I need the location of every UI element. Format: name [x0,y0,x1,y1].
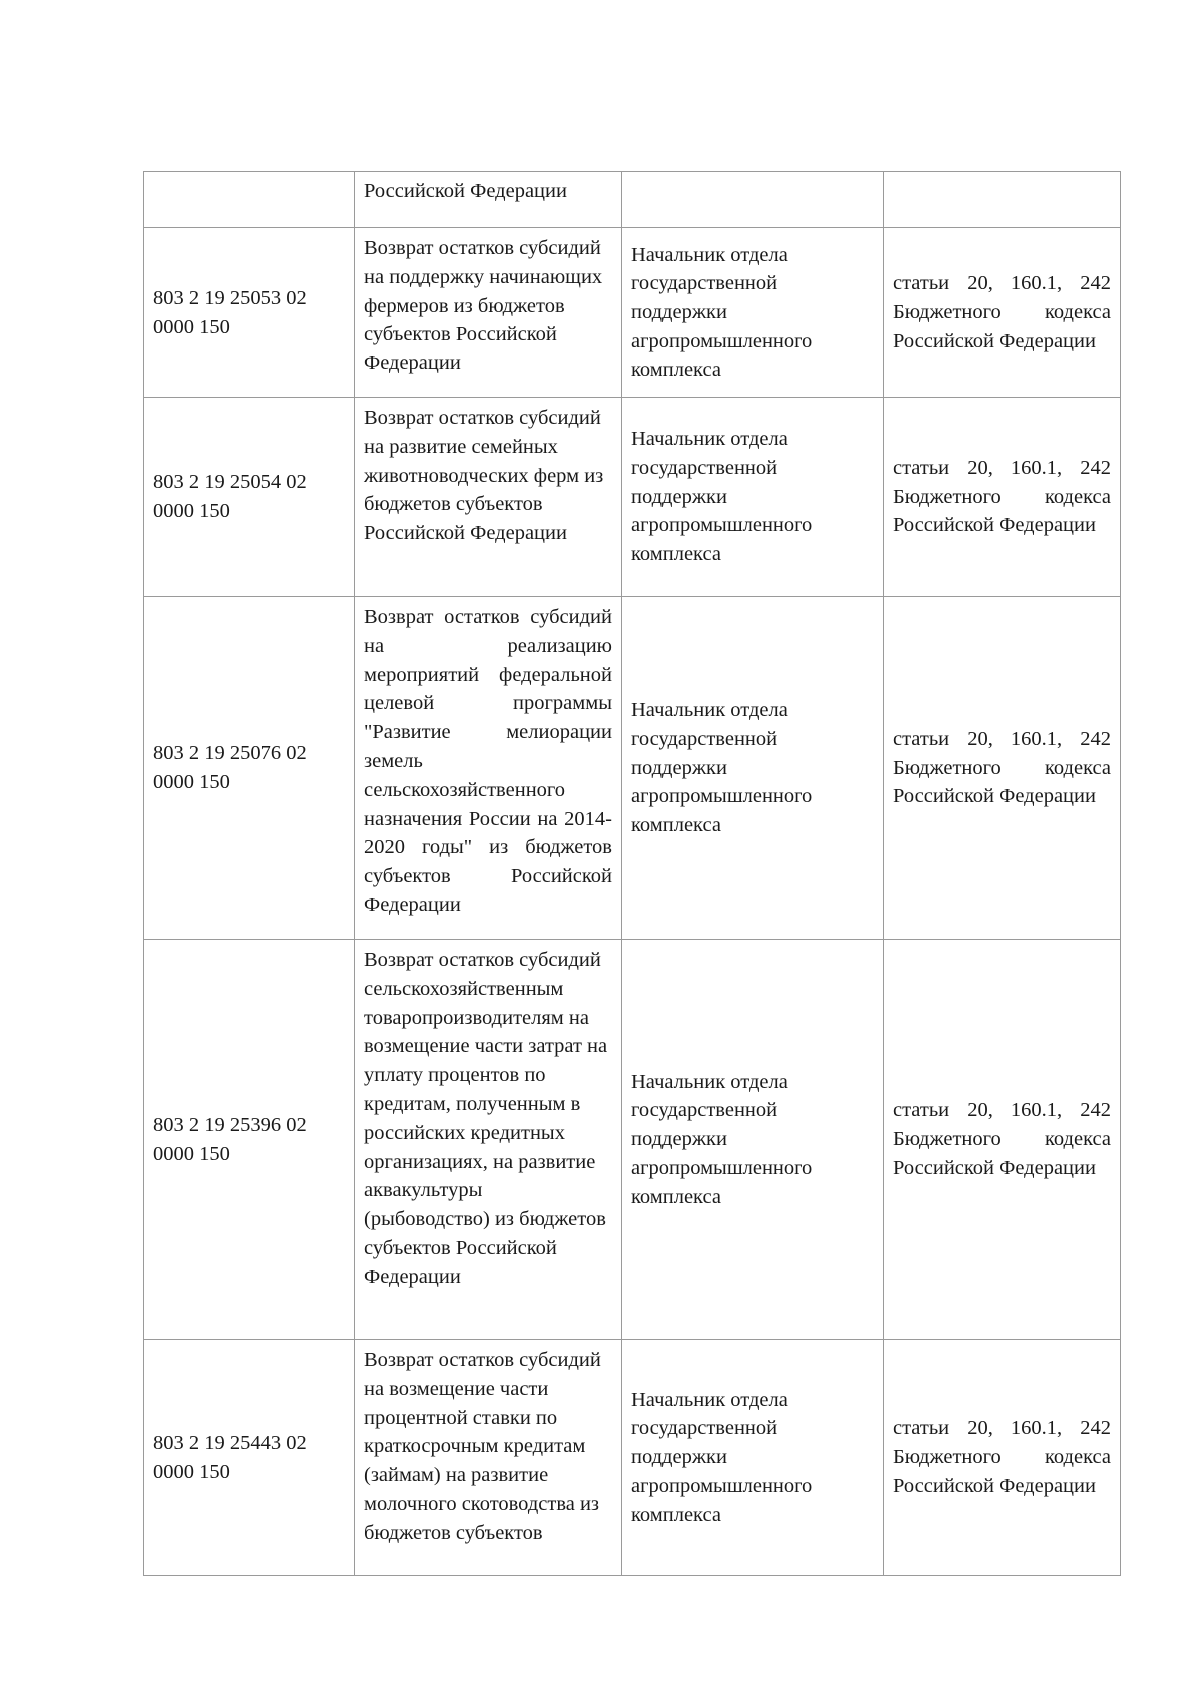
responsible-cell: Начальник отдела государственной поддержки агропромышленного комплекса [622,940,884,1340]
responsible-cell: Начальник отдела государственной поддержки агропромышленного комплекса [622,228,884,398]
code-cell: 803 2 19 25053 02 0000 150 [144,228,355,398]
description-cell: Возврат остатков субсидий на развитие семейных животноводческих ферм из бюджетов субъектов Российской Федерации [355,398,622,597]
legal-basis-cell: статьи 20, 160.1, 242 Бюджетного кодекса Российской Федерации [884,228,1121,398]
document-table [143,171,1121,1576]
table-row [144,398,1121,597]
table-row [144,228,1121,398]
description-cell: Возврат остатков субсидий на поддержку начинающих фермеров из бюджетов субъектов Российской Федерации [355,228,622,398]
table-row [144,940,1121,1340]
description-cell: Возврат остатков субсидий на реализацию мероприятий федеральной целевой программы "Развитие мелиорации земель сельскохозяйственного назначения России на 2014-2020 годы" из бюджетов субъектов Российской Федерации [355,597,622,940]
code-cell: 803 2 19 25443 02 0000 150 [144,1340,355,1576]
code-cell: 803 2 19 25054 02 0000 150 [144,398,355,597]
description-cell: Возврат остатков субсидий сельскохозяйственным товаропроизводителям на возмещение части затрат на уплату процентов по кредитам, полученным в российских кредитных организациях, на развитие аквакультуры (рыбоводство) из бюджетов субъектов Российской Федерации [355,940,622,1340]
description-cell: Возврат остатков субсидий на возмещение части процентной ставки по краткосрочным кредитам (займам) на развитие молочного скотоводства из бюджетов субъектов [355,1340,622,1576]
legal-basis-cell: статьи 20, 160.1, 242 Бюджетного кодекса Российской Федерации [884,597,1121,940]
responsible-cell: Начальник отдела государственной поддержки агропромышленного комплекса [622,1340,884,1576]
responsible-cell: Начальник отдела государственной поддержки агропромышленного комплекса [622,597,884,940]
responsible-cell: Начальник отдела государственной поддержки агропромышленного комплекса [622,398,884,597]
table-row [144,597,1121,940]
responsible-cell [622,172,884,228]
table-row [144,172,1121,228]
legal-basis-cell: статьи 20, 160.1, 242 Бюджетного кодекса Российской Федерации [884,1340,1121,1576]
code-cell: 803 2 19 25396 02 0000 150 [144,940,355,1340]
code-cell [144,172,355,228]
description-cell: Российской Федерации [355,172,622,228]
code-cell: 803 2 19 25076 02 0000 150 [144,597,355,940]
legal-basis-cell [884,172,1121,228]
table-row [144,1340,1121,1576]
legal-basis-cell: статьи 20, 160.1, 242 Бюджетного кодекса Российской Федерации [884,940,1121,1340]
legal-basis-cell: статьи 20, 160.1, 242 Бюджетного кодекса Российской Федерации [884,398,1121,597]
